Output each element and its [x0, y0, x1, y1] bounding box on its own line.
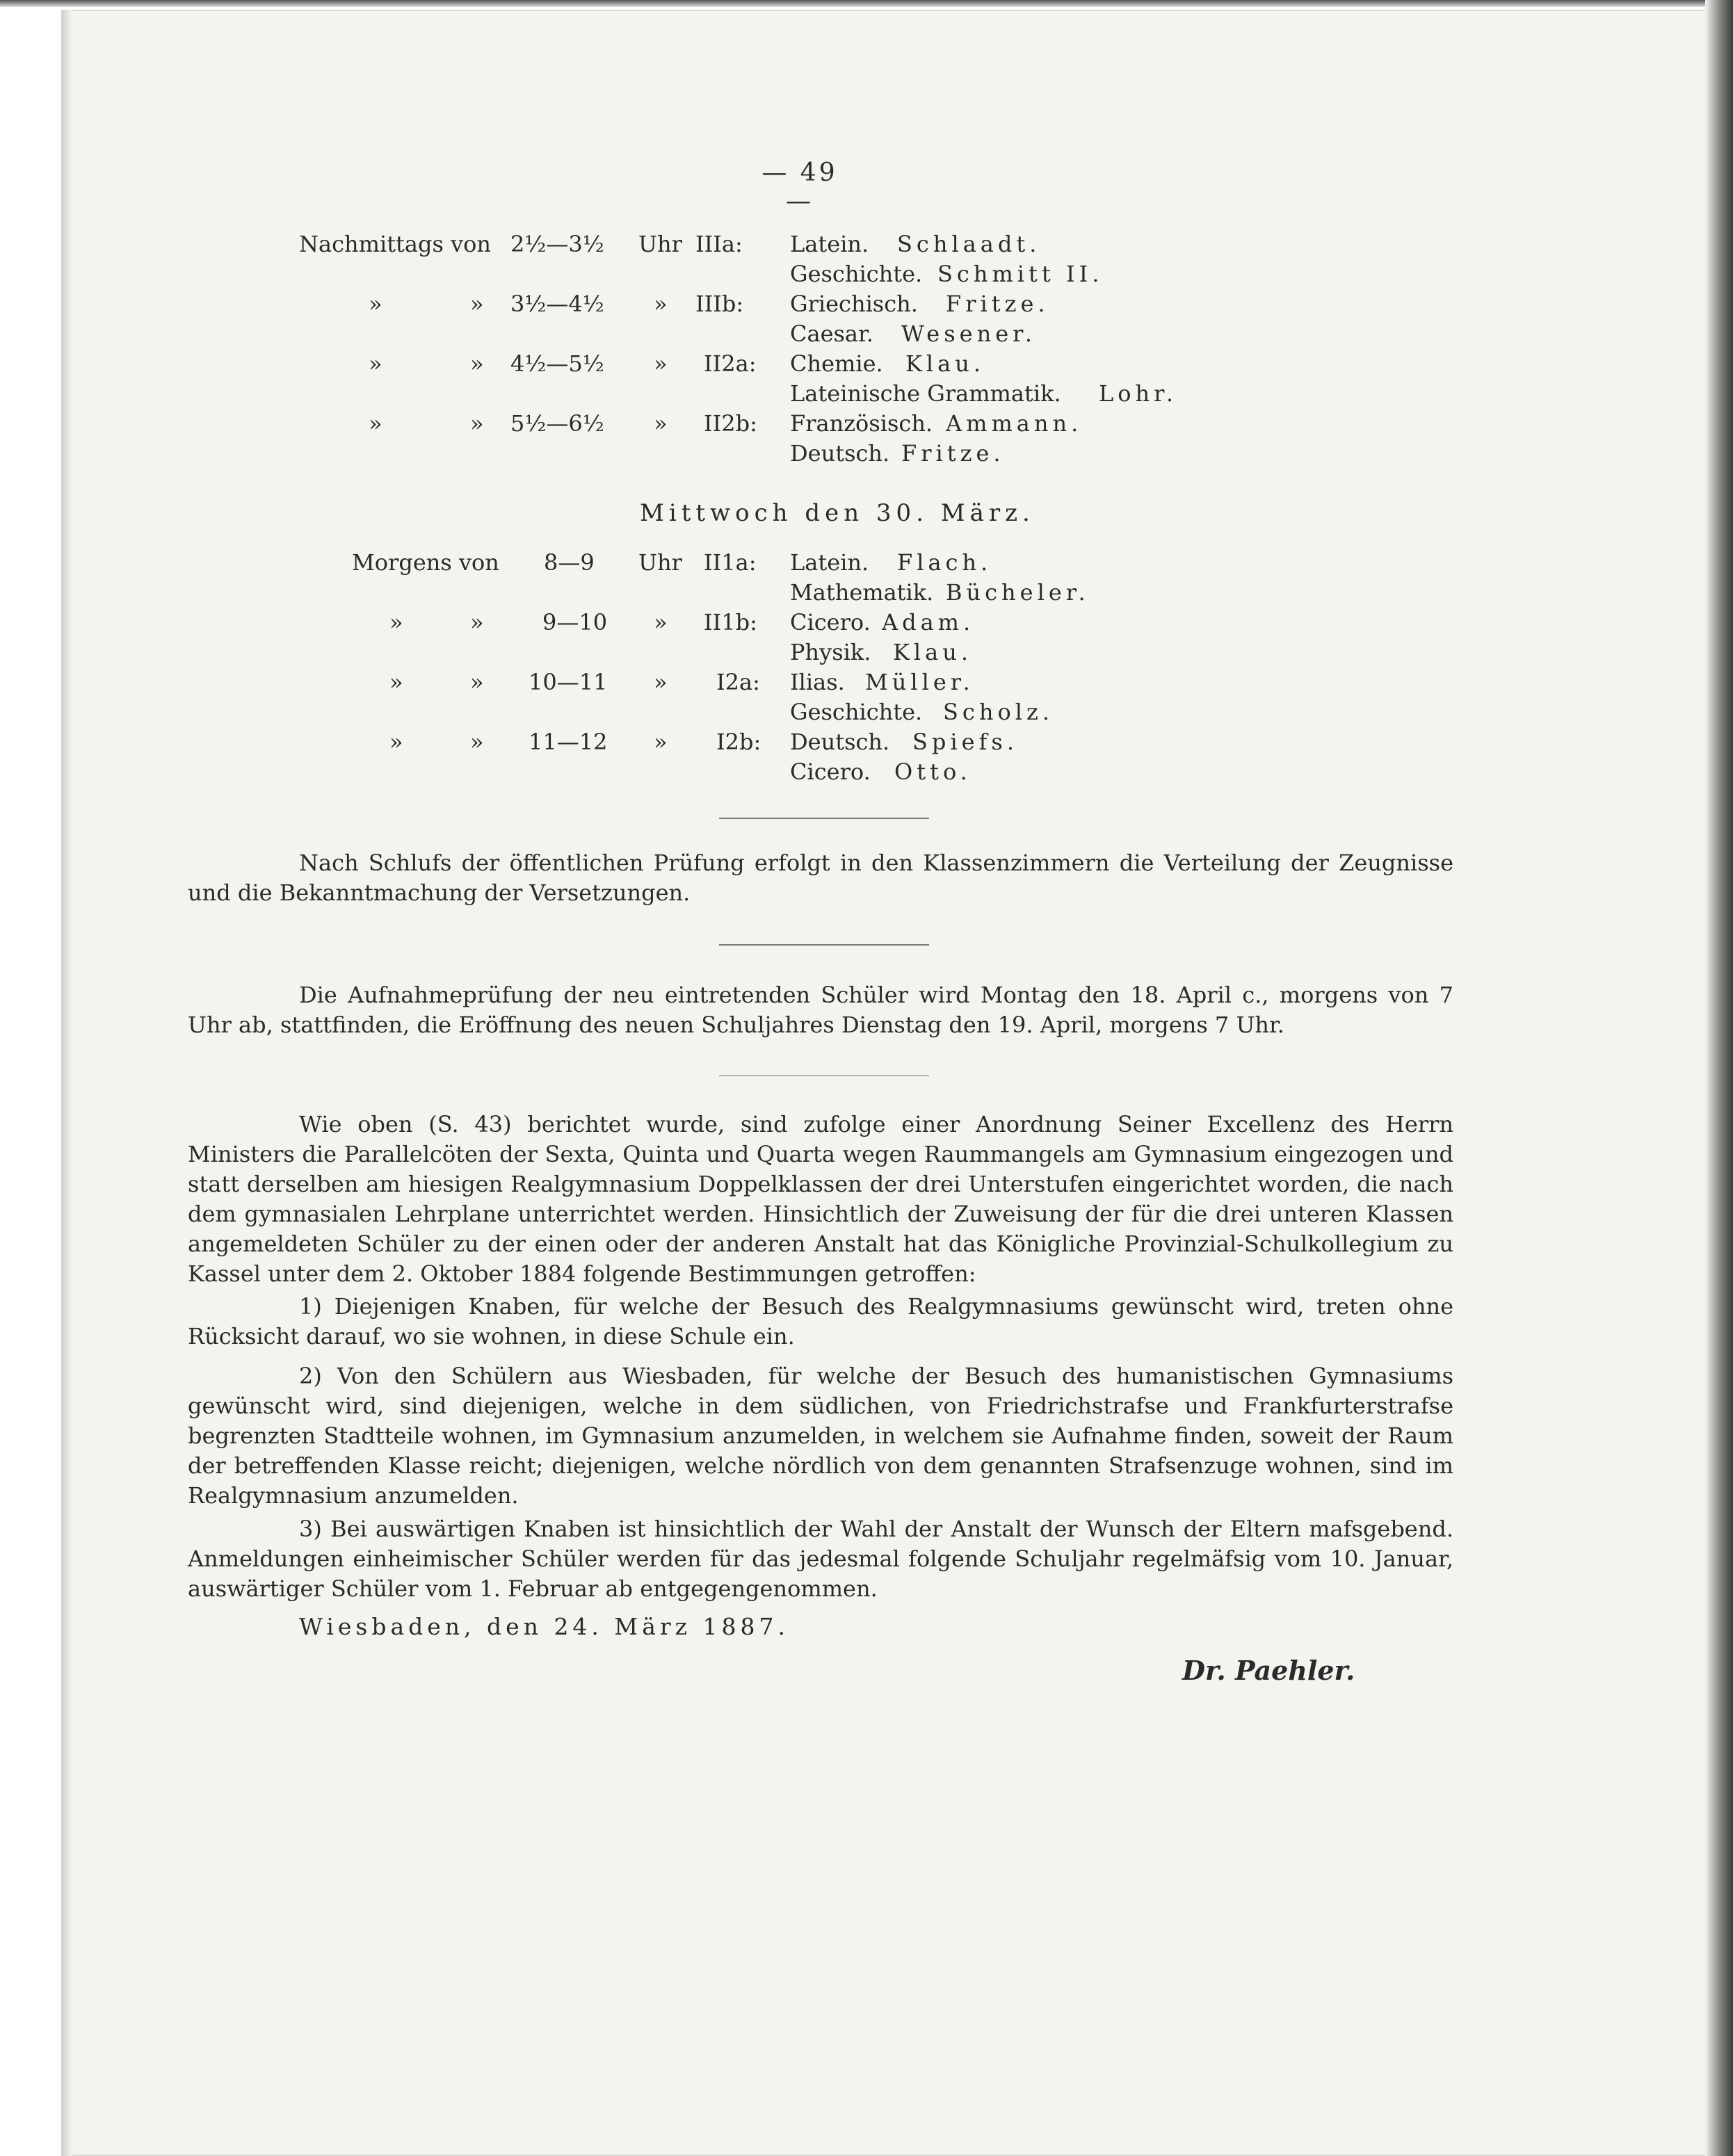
schedule-subject: Deutsch.: [790, 729, 890, 755]
schedule-teacher: Fritze.: [901, 440, 1005, 467]
schedule-label: Morgens von: [352, 549, 499, 576]
schedule-ditto: »: [389, 669, 403, 695]
schedule-teacher: Ammann.: [946, 410, 1083, 437]
regulation-item-3: 3) Bei auswärtigen Knaben ist hinsichtlich der Wahl der Anstalt der Wunsch der Eltern mafsgebend. Anmeldungen einheimischer Schüler werden für das jedesmal folgende Schuljahr regelmäfsig vom 10. Januar, auswärtiger Schüler vom 1. Februar ab entgegengenommen.: [188, 1516, 1453, 1602]
scan-right-edge: [1705, 0, 1733, 2156]
schedule-time: 4½—5½: [510, 350, 604, 377]
schedule-teacher: Flach.: [897, 549, 992, 576]
signature: Dr. Paehler.: [1182, 1655, 1355, 1686]
paragraph-exam-results: Nach Schlufs der öffentlichen Prüfung erfolgt in den Klassenzimmern die Verteilung der Zeugnisse und die Bekanntmachung der Versetzungen.: [188, 850, 1453, 906]
schedule-ditto: »: [369, 410, 382, 437]
schedule-class: IIIb:: [695, 291, 744, 317]
schedule-time: 5½—6½: [510, 410, 604, 437]
schedule-subject: Geschichte.: [790, 699, 923, 725]
schedule-teacher: Scholz.: [943, 699, 1054, 725]
schedule-teacher: Klau.: [893, 639, 972, 665]
schedule-teacher: Müller.: [865, 669, 974, 695]
schedule-unit: Uhr: [638, 231, 682, 257]
regulation-item-2: 2) Von den Schülern aus Wiesbaden, für welche der Besuch des humanistischen Gymnasiums gewünscht wird, sind diejenigen, welche in dem südlichen, von Friedrichstrafse und Frankfurterstrafse begrenzten Stadtteile wohnen, im Gymnasium anzumelden, in welchem sie Aufnahme finden, soweit der Raum der betreffenden Klasse reicht; diejenigen, welche nördlich von dem genannten Strafsenzuge wohnen, sind im Realgymnasium anzumelden.: [188, 1363, 1453, 1509]
schedule-subject: Caesar.: [790, 321, 873, 347]
section-divider: [719, 818, 929, 819]
paragraph-admission-exam: Die Aufnahmeprüfung der neu eintretenden Schüler wird Montag den 18. April c., morgens von 7 Uhr ab, stattfinden, die Eröffnung des neuen Schuljahres Dienstag den 19. April, morgens 7 Uhr.: [188, 982, 1453, 1038]
page-sheet: [61, 10, 1722, 2156]
schedule-unit: »: [654, 350, 668, 377]
schedule-subject: Französisch.: [790, 410, 933, 437]
schedule-ditto: »: [389, 729, 403, 755]
schedule-time: 8—9: [544, 549, 595, 576]
schedule-ditto: »: [470, 291, 484, 317]
paragraph-regulations: Wie oben (S. 43) berichtet wurde, sind zufolge einer Anordnung Seiner Excellenz des Herrn Ministers die Parallelcöten der Sexta, Quinta und Quarta wegen Raummangels am Gymnasium eingezogen und statt derselben am hiesigen Realgymnasium Doppelklassen der drei Unterstufen eingerichtet worden, die nach dem gymnasialen Lehrplane unterrichtet werden. Hinsichtlich der Zuweisung der für die drei unteren Klassen angemeldeten Schüler zu der einen oder der anderen Anstalt hat das Königliche Provinzial-Schulkollegium zu Kassel unter dem 2. Oktober 1884 folgende Bestimmungen getroffen:: [188, 1111, 1453, 1287]
schedule-unit: »: [654, 669, 668, 695]
schedule-ditto: »: [470, 410, 484, 437]
schedule-time: 10—11: [529, 669, 608, 695]
section-divider: [719, 944, 929, 946]
schedule-time: 3½—4½: [510, 291, 604, 317]
day-heading: Mittwoch den 30. März.: [640, 499, 1035, 527]
page-number: — 49 —: [761, 159, 838, 216]
schedule-ditto: »: [470, 350, 484, 377]
schedule-class: IIIa:: [695, 231, 743, 257]
schedule-teacher: Schlaadt.: [897, 231, 1041, 257]
section-divider: [719, 1075, 929, 1076]
schedule-ditto: »: [389, 609, 403, 635]
schedule-teacher: Wesener.: [901, 321, 1037, 347]
place-and-date: Wiesbaden, den 24. März 1887.: [299, 1613, 789, 1640]
schedule-unit: »: [654, 291, 668, 317]
schedule-class: II1b:: [704, 609, 757, 635]
schedule-subject: Latein.: [790, 231, 869, 257]
schedule-ditto: »: [470, 669, 484, 695]
schedule-subject: Physik.: [790, 639, 871, 665]
schedule-time: 2½—3½: [510, 231, 604, 257]
schedule-subject: Geschichte.: [790, 261, 923, 287]
schedule-class: II2b:: [704, 410, 757, 437]
schedule-subject: Ilias.: [790, 669, 845, 695]
schedule-subject: Latein.: [790, 549, 869, 576]
schedule-subject: Chemie.: [790, 350, 883, 377]
schedule-teacher: Adam.: [882, 609, 975, 635]
schedule-ditto: »: [369, 350, 382, 377]
schedule-unit: »: [654, 729, 668, 755]
regulation-item-1: 1) Diejenigen Knaben, für welche der Besuch des Realgymnasiums gewünscht wird, treten ohne Rücksicht darauf, wo sie wohnen, in diese Schule ein.: [188, 1293, 1453, 1349]
schedule-subject: Cicero.: [790, 759, 871, 785]
schedule-class: I2b:: [716, 729, 761, 755]
schedule-subject: Griechisch.: [790, 291, 918, 317]
schedule-ditto: »: [470, 609, 484, 635]
schedule-class: II2a:: [704, 350, 757, 377]
schedule-subject: Mathematik.: [790, 579, 934, 606]
schedule-class: I2a:: [716, 669, 760, 695]
schedule-ditto: »: [369, 291, 382, 317]
schedule-time: 9—10: [542, 609, 608, 635]
schedule-teacher: Fritze.: [946, 291, 1049, 317]
schedule-teacher: Otto.: [894, 759, 972, 785]
schedule-teacher: Spiefs.: [912, 729, 1019, 755]
schedule-unit: Uhr: [638, 549, 682, 576]
schedule-teacher: Lohr.: [1099, 380, 1178, 407]
schedule-subject: Lateinische Grammatik.: [790, 380, 1061, 407]
schedule-teacher: Schmitt II.: [937, 261, 1104, 287]
schedule-subject: Deutsch.: [790, 440, 890, 467]
page-binding-shadow: [61, 10, 72, 2156]
schedule-teacher: Bücheler.: [946, 579, 1090, 606]
schedule-label: Nachmittags von: [299, 231, 492, 257]
schedule-time: 11—12: [529, 729, 608, 755]
schedule-subject: Cicero.: [790, 609, 871, 635]
schedule-teacher: Klau.: [905, 350, 985, 377]
schedule-unit: »: [654, 609, 668, 635]
scan-top-edge: [0, 0, 1733, 7]
schedule-ditto: »: [470, 729, 484, 755]
schedule-unit: »: [654, 410, 668, 437]
schedule-class: II1a:: [704, 549, 757, 576]
